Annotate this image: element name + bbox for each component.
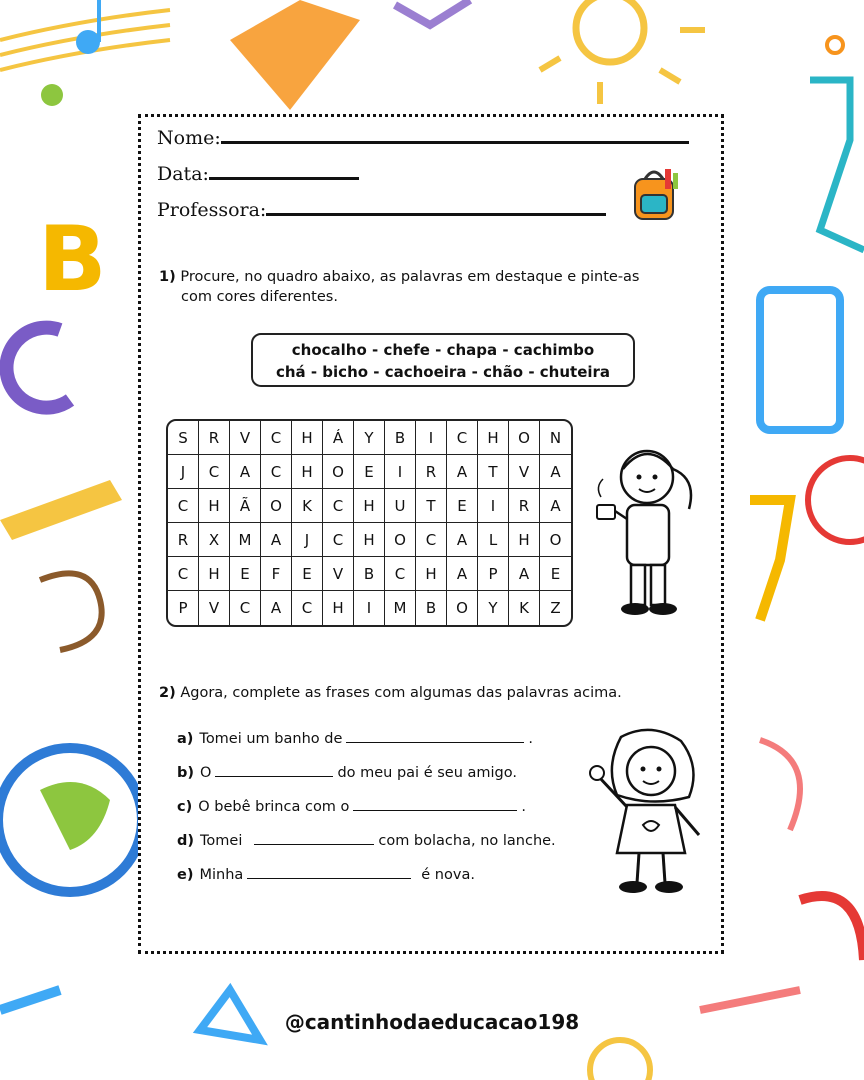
question2-number: 2) <box>159 685 176 701</box>
grid-cell[interactable]: A <box>447 557 478 591</box>
grid-cell[interactable]: P <box>478 557 509 591</box>
blank-a[interactable] <box>346 741 524 743</box>
footer-handle: @cantinhodaeducacao198 <box>284 1010 580 1034</box>
grid-cell[interactable]: H <box>292 421 323 455</box>
grid-cell[interactable]: R <box>416 455 447 489</box>
professora-label: Professora: <box>157 199 267 221</box>
data-field <box>157 163 359 185</box>
grid-cell[interactable]: C <box>385 557 416 591</box>
word-search-grid <box>166 419 573 627</box>
worksheet <box>138 114 724 954</box>
grid-cell[interactable]: E <box>447 489 478 523</box>
data-label: Data: <box>157 163 209 185</box>
girl-with-cup-illustration <box>589 439 709 619</box>
grid-cell[interactable]: C <box>261 455 292 489</box>
grid-cell[interactable]: H <box>478 421 509 455</box>
grid-cell[interactable]: N <box>540 421 571 455</box>
svg-text:B: B <box>38 207 107 312</box>
grid-cell[interactable]: V <box>323 557 354 591</box>
blank-e[interactable] <box>247 877 411 879</box>
grid-cell[interactable]: B <box>416 591 447 625</box>
grid-cell[interactable]: O <box>447 591 478 625</box>
backpack-icon <box>625 165 685 225</box>
grid-cell[interactable]: R <box>168 523 199 557</box>
grid-cell[interactable]: Á <box>323 421 354 455</box>
grid-cell[interactable]: E <box>230 557 261 591</box>
sentence-a: a) Tomei um banho de . <box>177 731 533 747</box>
grid-cell[interactable]: A <box>261 523 292 557</box>
grid-cell[interactable]: H <box>354 489 385 523</box>
grid-cell[interactable]: H <box>509 523 540 557</box>
grid-cell[interactable]: O <box>540 523 571 557</box>
grid-cell[interactable]: H <box>199 489 230 523</box>
sentence-e: e) Minha é nova. <box>177 867 475 883</box>
grid-cell[interactable]: M <box>385 591 416 625</box>
grid-cell[interactable]: C <box>199 455 230 489</box>
question1-line2: com cores diferentes. <box>181 289 338 305</box>
word-list-box <box>251 333 635 387</box>
grid-cell[interactable]: O <box>323 455 354 489</box>
grid-cell[interactable]: T <box>478 455 509 489</box>
grid-cell[interactable]: C <box>447 421 478 455</box>
grid-cell[interactable]: V <box>230 421 261 455</box>
grid-cell[interactable]: Z <box>550 599 561 617</box>
grid-cell[interactable]: Ã <box>230 489 261 523</box>
sentence-b: b) O do meu pai é seu amigo. <box>177 765 517 781</box>
grid-cell[interactable]: V <box>509 455 540 489</box>
question2-text <box>159 683 622 703</box>
grid-cell[interactable]: J <box>292 523 323 557</box>
grid-cell[interactable]: C <box>323 523 354 557</box>
grid-cell[interactable]: F <box>261 557 292 591</box>
grid-cell[interactable]: E <box>540 557 571 591</box>
question1-number: 1) <box>159 269 176 285</box>
grid-cell[interactable]: C <box>323 489 354 523</box>
grid-cell[interactable]: E <box>292 557 323 591</box>
grid-cell[interactable]: S <box>168 421 199 455</box>
grid-cell[interactable]: C <box>292 591 323 625</box>
grid-cell[interactable]: J <box>168 455 199 489</box>
question2-instruction: Agora, complete as frases com algumas das palavras acima. <box>180 685 622 701</box>
grid-cell[interactable]: I <box>478 489 509 523</box>
blank-b[interactable] <box>215 775 333 777</box>
grid-cell[interactable]: C <box>230 591 261 625</box>
grid-cell[interactable]: U <box>385 489 416 523</box>
grid-cell[interactable]: L <box>478 523 509 557</box>
grid-cell[interactable]: Y <box>478 591 509 625</box>
grid-cell[interactable]: A <box>261 591 292 625</box>
word-list-line1: chocalho - chefe - chapa - cachimbo <box>291 341 595 359</box>
grid-cell[interactable]: C <box>261 421 292 455</box>
grid-cell[interactable]: H <box>292 455 323 489</box>
grid-cell[interactable]: R <box>199 421 230 455</box>
grid-cell[interactable]: B <box>385 421 416 455</box>
grid-cell[interactable]: C <box>416 523 447 557</box>
grid-cell[interactable]: O <box>261 489 292 523</box>
grid-cell[interactable]: M <box>230 523 261 557</box>
grid-cell[interactable]: H <box>323 591 354 625</box>
grid-cell[interactable]: I <box>416 421 447 455</box>
grid-cell[interactable]: T <box>416 489 447 523</box>
word-list-line2: chá - bicho - cachoeira - chão - chuteira <box>275 363 611 381</box>
grid-cell[interactable]: A <box>540 455 571 489</box>
sentence-d: d) Tomei com bolacha, no lanche. <box>177 833 556 849</box>
data-line[interactable] <box>209 177 359 180</box>
grid-cell[interactable]: A <box>447 523 478 557</box>
grid-cell[interactable]: P <box>168 591 199 625</box>
grid-cell[interactable]: R <box>509 489 540 523</box>
grid-cell[interactable]: C <box>168 557 199 591</box>
grid-cell[interactable]: V <box>199 591 230 625</box>
grid-cell[interactable]: A <box>509 557 540 591</box>
grid-cell[interactable]: O <box>509 421 540 455</box>
grid-cell[interactable]: O <box>385 523 416 557</box>
grid-cell[interactable]: H <box>199 557 230 591</box>
girl-waving-illustration <box>581 727 711 897</box>
grid-cell[interactable]: X <box>199 523 230 557</box>
professora-field <box>157 199 606 221</box>
grid-cell[interactable]: A <box>447 455 478 489</box>
grid-cell[interactable]: A <box>230 455 261 489</box>
grid-cell[interactable]: A <box>540 489 571 523</box>
grid-cell[interactable]: H <box>354 523 385 557</box>
grid-cell[interactable]: I <box>385 455 416 489</box>
grid-cell[interactable]: I <box>354 591 385 625</box>
professora-line[interactable] <box>266 213 606 216</box>
blank-d[interactable] <box>254 843 374 845</box>
question1-text <box>159 267 640 307</box>
grid-cell[interactable]: Y <box>354 421 385 455</box>
grid-cell[interactable]: H <box>416 557 447 591</box>
grid-cell[interactable]: B <box>354 557 385 591</box>
blank-c[interactable] <box>353 809 517 811</box>
question1-line1: Procure, no quadro abaixo, as palavras em destaque e pinte-as <box>180 269 640 285</box>
sentence-c: c) O bebê brinca com o . <box>177 799 527 815</box>
grid-cell[interactable]: E <box>354 455 385 489</box>
nome-label: Nome: <box>157 127 221 149</box>
grid-cell[interactable]: K <box>292 489 323 523</box>
nome-line[interactable] <box>221 141 689 144</box>
grid-cell[interactable]: C <box>168 489 199 523</box>
nome-field <box>157 127 689 149</box>
grid-cell[interactable]: K <box>509 591 540 625</box>
